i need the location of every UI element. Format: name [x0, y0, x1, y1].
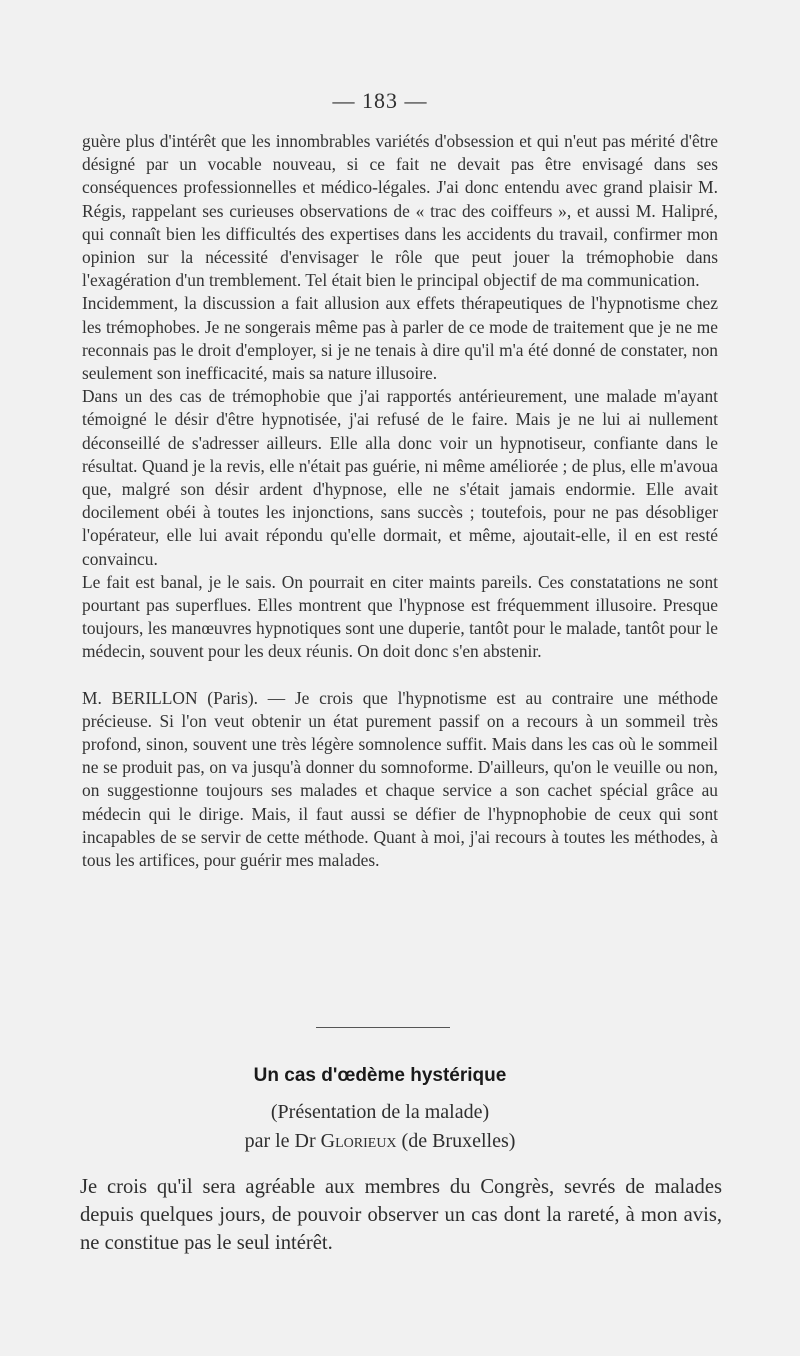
section-title: Un cas d'œdème hystérique: [253, 1065, 507, 1086]
paragraph-trac-des-coiffeurs: guère plus d'intérêt que les innombrables variétés d'obsession et qui n'eut pas mérité d'être désigné par un vocable nouveau, si ce fait ne devait pas être envisagé dans ses conséquences professionnelles et médico-légales. J'ai donc entendu avec grand plaisir M. Régis, rappelant ses curieuses observations de « trac des coiffeurs », et aussi M. Halipré, qui connaît bien les difficultés des expertises dans les accidents du travail, confirmer mon opinion sur la nécessité d'envisager le rôle que peut jouer la trémophobie dans l'exagération d'un tremblement. Tel était bien le principal objectif de ma communication.: [82, 131, 718, 291]
page-number: — 183 —: [332, 88, 428, 113]
byline-author: Glorieux: [320, 1130, 397, 1152]
section-divider: [316, 1027, 450, 1028]
paragraph-illusoire: Le fait est banal, je le sais. On pourrait en citer maints pareils. Ces constatations ne sont pourtant pas superflues. Elles montrent que l'hypnose est fréquemment illusoire. Presque toujours, les manœuvres hypnotiques sont une duperie, tantôt pour le malade, tantôt pour le médecin, souvent pour les deux réunis. On doit donc s'en abstenir.: [82, 571, 718, 662]
paragraph-case-report: Dans un des cas de trémophobie que j'ai rapportés antérieurement, une malade m'ayant témoigné le désir d'être hypnotisée, j'ai refusé de le faire. Mais je ne lui ai nullement déconseillé de s'adresser ailleurs. Elle alla donc voir un hypnotiseur, confiante dans le résultat. Quand je la revis, elle n'était pas guérie, ni même améliorée ; de plus, elle m'avoua que, malgré son désir ardent d'hypnose, elle ne s'était jamais endormie. Elle avait docilement obéi à toutes les injonctions, sans succès ; toutefois, pour ne pas désobliger l'opérateur, elle lui avait répondu qu'elle dormait, et même, ajoutait-elle, il en est resté convaincu.: [82, 386, 718, 569]
body-text: [82, 130, 718, 872]
paragraph-berillon: M. BERILLON (Paris). — Je crois que l'hypnotisme est au contraire une méthode précieuse. Si l'on veut obtenir un état purement passif on a recours à un sommeil très profond, sinon, souvent une très légère somnolence suffit. Mais dans les cas où le sommeil ne se produit pas, on va jusqu'à donner du somnoforme. D'ailleurs, qu'on le veuille ou non, on suggestionne toujours ses malades et chaque service a son cachet spécial grâce au médecin qui le dirige. Mais, il faut aussi se défier de l'hypnophobie de ceux qui sont incapables de se servir de cette méthode. Quant à moi, j'ai recours à toutes les méthodes, à tous les artifices, pour guérir mes malades.: [82, 687, 718, 871]
section-byline: [0, 1130, 760, 1153]
section-subtitle: (Présentation de la malade): [270, 1101, 490, 1123]
byline-suffix: (de Bruxelles): [401, 1130, 516, 1152]
byline-prefix: par le Dr: [244, 1130, 316, 1152]
section-intro: [80, 1173, 722, 1257]
intro-paragraph: Je crois qu'il sera agréable aux membres du Congrès, sevrés de malades depuis quelques jours, de pouvoir observer un cas dont la rareté, à mon avis, ne constitue pas le seul intérêt.: [80, 1176, 722, 1254]
paragraph-hypnotisme: Incidemment, la discussion a fait allusion aux effets thérapeutiques de l'hypnotisme chez les trémophobes. Je ne songerais même pas à parler de ce mode de traitement que je ne me reconnais pas le droit d'employer, si je ne tenais à dire qu'il m'a été donné de constater, non seulement son inefficacité, mais sa nature illusoire.: [82, 293, 718, 384]
